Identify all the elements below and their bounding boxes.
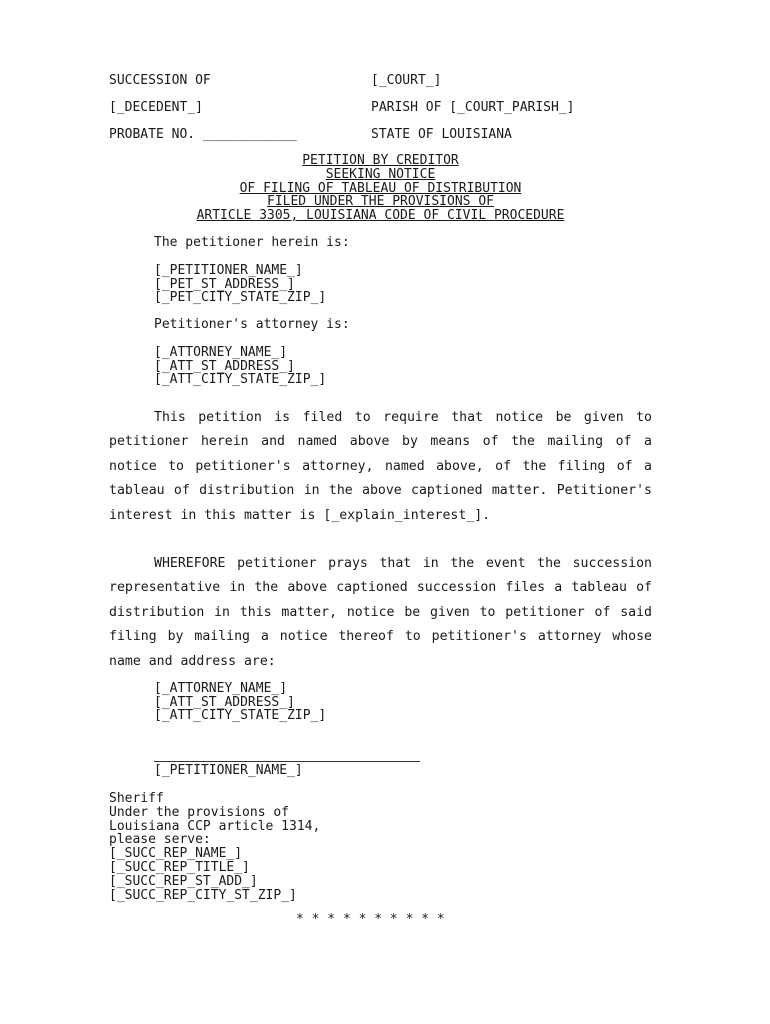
signature-line [154,761,420,762]
decedent-field: [_DECEDENT_] [109,100,203,115]
attorney-address-block-2 [154,682,326,723]
paragraph-notice: This petition is filed to require that notice be given to petitioner herein and named above by means of the mailing of a notice to petitioner's attorney, named above, of the filing of a tableau of distribution in the above captioned matter. Petitioner's interest in this matter is [_explain_interest_]. [109,410,652,523]
title-line: SEEKING NOTICE [325,166,436,182]
succ-rep-title: [_SUCC_REP_TITLE_] [109,859,250,875]
succ-rep-street: [_SUCC_REP_ST_ADD_] [109,873,258,889]
end-marker: * * * * * * * * * * [296,912,445,927]
paragraph-wherefore: WHEREFORE petitioner prays that in the event the succession representative in the above captioned succession files a tableau of distribution in this matter, notice be given to petitioner of said filing by mailing a notice thereof to petitioner's attorney whose name and address are: [109,556,652,669]
parish-field: PARISH OF [_COURT_PARISH_] [371,100,575,115]
attorney-name: [_ATTORNEY_NAME_] [154,681,288,696]
petitioner-street: [_PET_ST_ADDRESS_] [154,276,295,292]
sheriff-line: please serve: [109,832,211,848]
petitioner-name: [_PETITIONER_NAME_] [154,263,303,278]
sheriff-line: Sheriff [109,791,164,806]
attorney-city-state-zip: [_ATT_CITY_STATE_ZIP_] [154,708,327,724]
sheriff-line: Louisiana CCP article 1314, [109,818,321,834]
title-line: ARTICLE 3305, LOUISIANA CODE OF CIVIL PROCEDURE [196,208,565,224]
succ-rep-name: [_SUCC_REP_NAME_] [109,846,243,862]
signature-name: [_PETITIONER_NAME_] [154,763,303,778]
sheriff-line: Under the provisions of [109,804,290,820]
caption-row-2 [109,100,669,116]
attorney-street: [_ATT_ST_ADDRESS_] [154,694,295,710]
title-line: FILED UNDER THE PROVISIONS OF [267,194,494,210]
petitioner-address-block [154,264,326,305]
document-title [109,154,652,223]
title-line: OF FILING OF TABLEAU OF DISTRIBUTION [239,180,522,196]
succession-of-label: SUCCESSION OF [109,73,211,88]
probate-number-field: PROBATE NO. ____________ [109,127,297,142]
state-field: STATE OF LOUISIANA [371,127,512,142]
sheriff-service-block [109,792,320,902]
petitioner-heading: The petitioner herein is: [154,235,350,250]
succ-rep-city-state-zip: [_SUCC_REP_CITY_ST_ZIP_] [109,887,297,903]
court-field: [_COURT_] [371,73,442,88]
caption-row-3 [109,127,669,143]
title-line: PETITION BY CREDITOR [302,153,459,168]
attorney-address-block [154,346,326,387]
caption-row-1 [109,73,669,89]
attorney-name: [_ATTORNEY_NAME_] [154,345,288,360]
attorney-street: [_ATT_ST_ADDRESS_] [154,358,295,374]
attorney-city-state-zip: [_ATT_CITY_STATE_ZIP_] [154,372,327,388]
petitioner-city-state-zip: [_PET_CITY_STATE_ZIP_] [154,290,327,306]
attorney-heading: Petitioner's attorney is: [154,317,350,332]
